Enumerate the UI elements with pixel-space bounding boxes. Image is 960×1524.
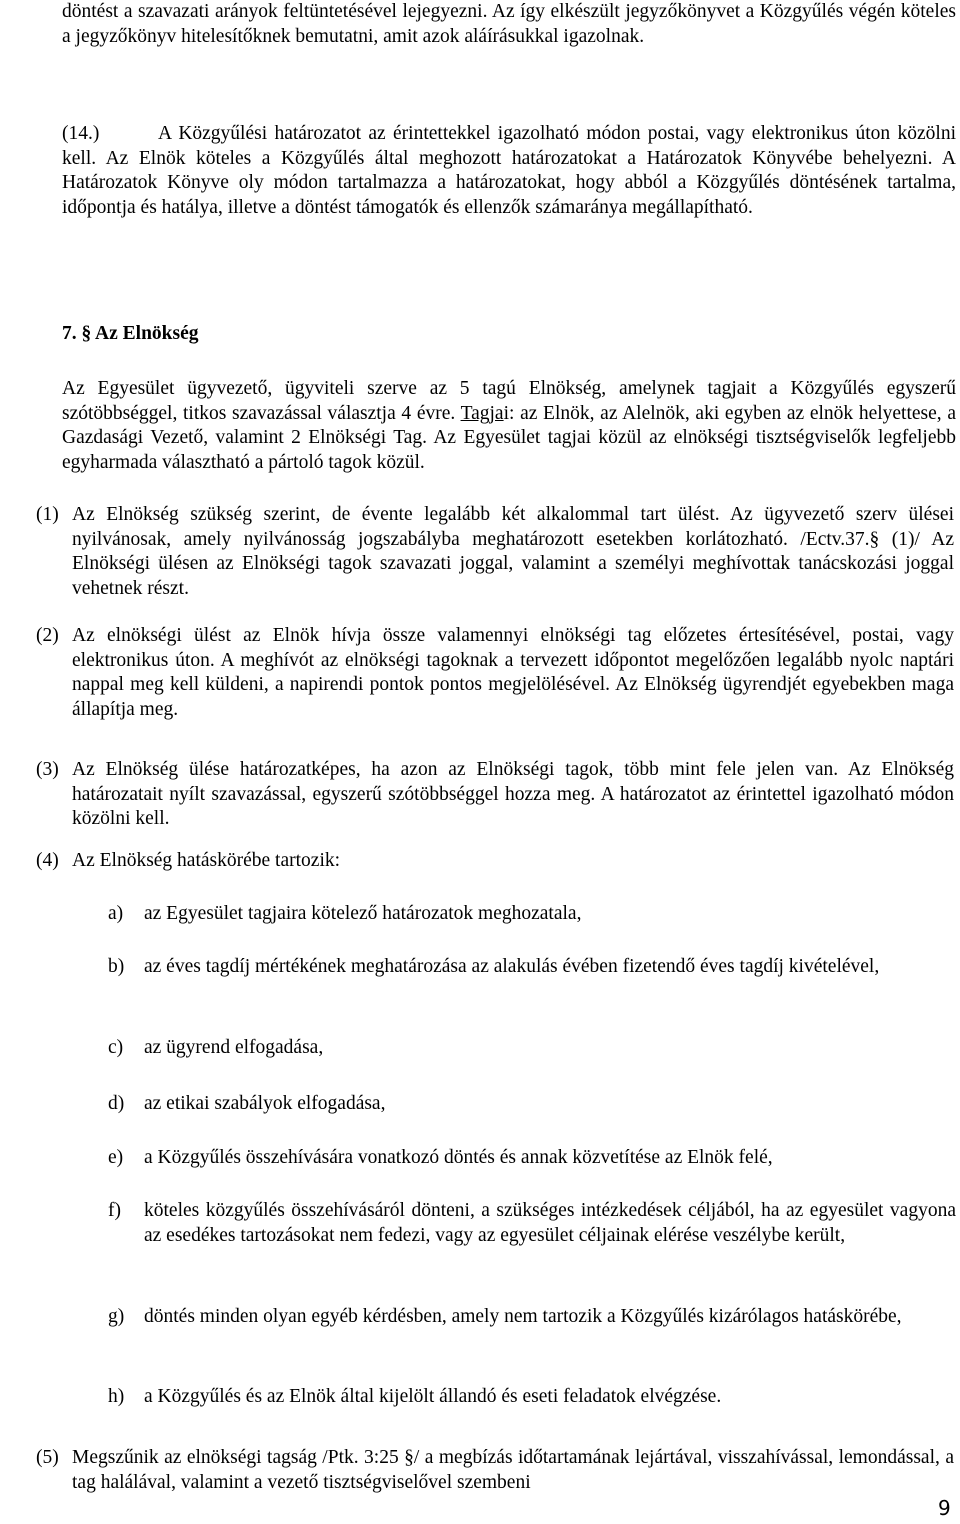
paragraph-14: [62, 122, 956, 220]
item-3-number: (3): [36, 759, 59, 780]
subitem-g-letter: g): [108, 1306, 125, 1327]
subitem-d: [108, 1092, 956, 1117]
item-5: [36, 1446, 954, 1495]
section-7-intro: [62, 377, 956, 475]
subitem-c-letter: c): [108, 1037, 124, 1058]
page-number: 9: [938, 1496, 951, 1520]
intro-paragraph: döntést a szavazati arányok feltüntetésével lejegyezni. Az így elkészült jegyzőkönyvet a Közgyűlés végén köteles a jegyzőkönyv hitelesítőknek bemutatni, amit azok aláírásukkal igazolnak.: [62, 1, 956, 47]
item-4-number: (4): [36, 850, 59, 871]
subitem-d-letter: d): [108, 1093, 125, 1114]
subitem-e-text: a Közgyűlés összehívására vonatkozó döntés és annak közvetítése az Elnök felé,: [144, 1147, 773, 1168]
subitem-b-text: az éves tagdíj mértékének meghatározása az alakulás évében fizetendő éves tagdíj kivételével,: [144, 956, 880, 977]
subitem-h-letter: h): [108, 1386, 125, 1407]
subitem-f-letter: f): [108, 1200, 121, 1221]
item-1: [36, 503, 954, 601]
subitem-c: [108, 1036, 956, 1061]
subitem-a: [108, 902, 956, 927]
item-3-text: Az Elnökség ülése határozatképes, ha azon az Elnökségi tagok, több mint fele jelen van. Az Elnökség határozatait nyílt szavazással, egyszerű szótöbbséggel hozza meg. A határozatot az érintettel igazolható módon közölni kell.: [72, 759, 954, 829]
section-7-intro-part-b: i: az Elnök, az Alelnök, aki egyben az elnök helyettese, a Gazdasági Vezető, valamint 2 Elnökségi Tag. Az Egyesület tagjai közül az elnökségi tisztségviselők legfeljebb egyharmada választható a pártoló tagok közül.: [62, 402, 956, 473]
section-7-title: 7. § Az Elnökség: [62, 323, 199, 344]
section-7-intro-underlined: Tagja: [460, 402, 504, 424]
section-7-intro-part-a: Az Egyesület ügyvezető, ügyviteli szerve az 5 tagú Elnökség, amelynek tagjait a Közgyűlés egyszerű szótöbbséggel, titkos szavazással választja 4 évre.: [62, 378, 956, 424]
subitem-h: [108, 1385, 956, 1410]
subitem-d-text: az etikai szabályok elfogadása,: [144, 1093, 386, 1114]
paragraph-14-text: A Közgyűlési határozatot az érintettekkel igazolható módon postai, vagy elektronikus úton közölni kell. Az Elnök köteles a Közgyűlés által meghozott határozatokat a Határozatok Könyvébe behelyezni. A Határozatok Könyve oly módon tartalmazza a határozatokat, hogy abból a Közgyűlés döntésének tartalma, időpontja és hatálya, illetve a döntést támogatók és ellenzők számaránya megállapítható.: [62, 123, 956, 218]
subitem-f-text: köteles közgyűlés összehívásáról dönteni, a szükséges intézkedések céljából, ha az egyesület vagyona az esedékes tartozásokat nem fedezi, vagy az egyesület céljainak elérése veszélybe került,: [144, 1200, 956, 1246]
item-5-text: Megszűnik az elnökségi tagság /Ptk. 3:25 §/ a megbízás időtartamának lejártával, visszahívással, lemondással, a tag halálával, valamint a vezető tisztségviselővel szembeni: [72, 1447, 954, 1493]
paragraph-14-label: (14.): [62, 123, 100, 144]
subitem-b: [108, 955, 956, 980]
subitem-a-letter: a): [108, 903, 124, 924]
item-4: [36, 849, 954, 874]
item-2-number: (2): [36, 625, 59, 646]
subitem-f: [108, 1199, 956, 1248]
subitem-c-text: az ügyrend elfogadása,: [144, 1037, 324, 1058]
item-1-number: (1): [36, 504, 59, 525]
subitem-h-text: a Közgyűlés és az Elnök által kijelölt állandó és eseti feladatok elvégzése.: [144, 1386, 722, 1407]
item-3: [36, 758, 954, 832]
subitem-a-text: az Egyesület tagjaira kötelező határozatok meghozatala,: [144, 903, 582, 924]
item-4-text: Az Elnökség hatáskörébe tartozik:: [72, 850, 341, 871]
subitem-e-letter: e): [108, 1147, 124, 1168]
item-1-text: Az Elnökség szükség szerint, de évente legalább két alkalommal tart ülést. Az ügyvezető szerv ülései nyilvánosak, amely nyilvánosság jogszabályba meghatározott esetekben korlátozható. /Ectv.37.§ (1)/ Az Elnökségi ülésen az Elnökségi tagok szavazati joggal, valamint a személyi meghívottak tanácskozási joggal vehetnek részt.: [72, 504, 954, 599]
item-2: [36, 624, 954, 722]
item-5-number: (5): [36, 1447, 59, 1468]
subitem-g: [108, 1305, 956, 1330]
subitem-b-letter: b): [108, 956, 125, 977]
subitem-e: [108, 1146, 956, 1171]
subitem-g-text: döntés minden olyan egyéb kérdésben, amely nem tartozik a Közgyűlés kizárólagos hatáskörébe,: [144, 1306, 902, 1327]
item-2-text: Az elnökségi ülést az Elnök hívja össze valamennyi elnökségi tag előzetes értesítésével, postai, vagy elektronikus úton. A meghívót az elnökségi tagoknak a tervezett időpontot megelőzően legalább nyolc naptári nappal meg kell küldeni, a napirendi pontok pontos megjelölésével. Az Elnökség ügyrendjét egyebekben maga állapítja meg.: [72, 625, 954, 720]
